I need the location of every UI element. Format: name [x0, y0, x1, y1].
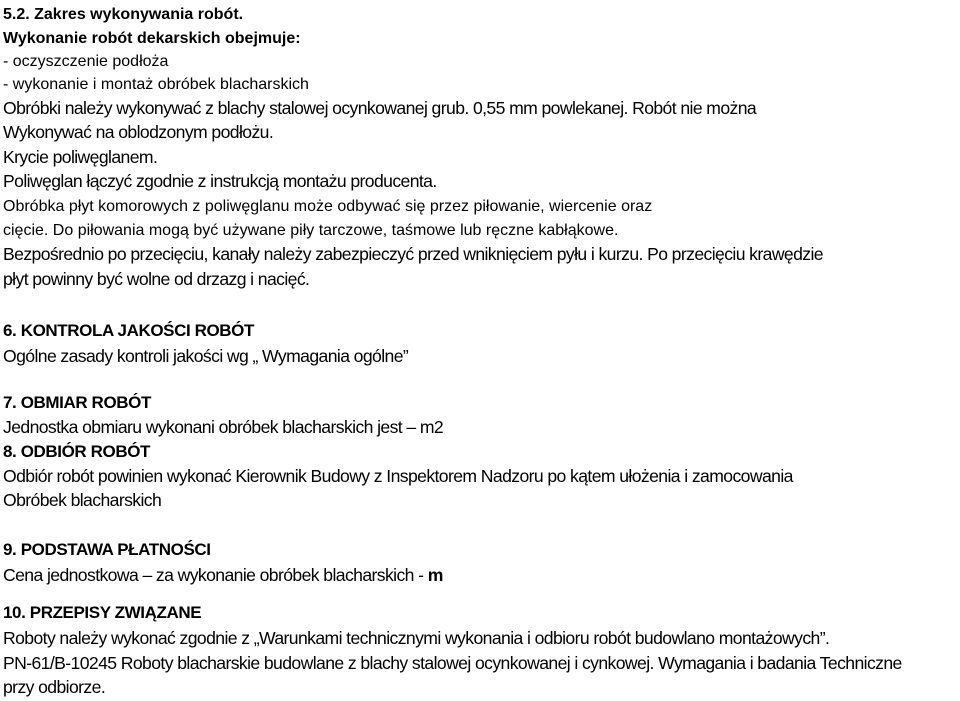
paragraph-line: Poliwęglan łączyć zgodnie z instrukcją montażu producenta. [3, 171, 437, 191]
section-10-text: Roboty należy wykonać zgodnie z „Warunkami technicznymi wykonania i odbioru robót budowlano montażowych”. [3, 628, 830, 648]
section-7-heading: 7. OBMIAR ROBÓT [3, 393, 151, 412]
section-8-text: Odbiór robót powinien wykonać Kierownik Budowy z Inspektorem Nadzoru po kątem ułożenia i zamocowania [3, 466, 793, 486]
paragraph-line: Bezpośrednio po przecięciu, kanały należy zabezpieczyć przed wniknięciem pyłu i kurzu. Po przecięciu krawędzie [3, 244, 823, 264]
list-item: - wykonanie i montaż obróbek blacharskich [3, 76, 309, 93]
section-9-text-main: Cena jednostkowa – za wykonanie obróbek blacharskich - [3, 565, 428, 585]
paragraph-line: Krycie poliwęglanem. [3, 147, 158, 167]
section-8-heading: 8. ODBIÓR ROBÓT [3, 442, 151, 461]
section-5-2-title: 5.2. Zakres wykonywania robót. [3, 6, 244, 23]
section-9-unit: m [427, 565, 443, 585]
section-5-2-subtitle: Wykonanie robót dekarskich obejmuje: [3, 30, 301, 47]
section-10-text: PN-61/B-10245 Roboty blacharskie budowlane z blachy stalowej ocynkowanej i cynkowej. Wymagania i badania Techniczne [3, 653, 902, 673]
section-8-text: Obróbek blacharskich [3, 490, 162, 510]
section-6-heading: 6. KONTROLA JAKOŚCI ROBÓT [3, 321, 254, 340]
section-7-text: Jednostka obmiaru wykonani obróbek blacharskich jest – m2 [3, 417, 444, 437]
section-10-heading: 10. PRZEPISY ZWIĄZANE [3, 603, 202, 622]
list-item: - oczyszczenie podłoża [3, 53, 169, 70]
paragraph-line: płyt powinny być wolne od drzazg i nacięć. [3, 269, 310, 289]
section-10-text: przy odbiorze. [3, 677, 106, 697]
section-9-text [3, 564, 443, 586]
paragraph-line: cięcie. Do piłowania mogą być używane piły tarczowe, taśmowe lub ręczne kabłąkowe. [3, 222, 619, 239]
section-9-heading: 9. PODSTAWA PŁATNOŚCI [3, 540, 211, 559]
paragraph-line: Obróbki należy wykonywać z blachy stalowej ocynkowanej grub. 0,55 mm powlekanej. Robót nie można [3, 98, 757, 118]
paragraph-line: Obróbka płyt komorowych z poliwęglanu może odbywać się przez piłowanie, wiercenie oraz [3, 198, 653, 215]
paragraph-line: Wykonywać na oblodzonym podłożu. [3, 122, 274, 142]
section-6-text: Ogólne zasady kontroli jakości wg „ Wymagania ogólne” [3, 346, 409, 366]
